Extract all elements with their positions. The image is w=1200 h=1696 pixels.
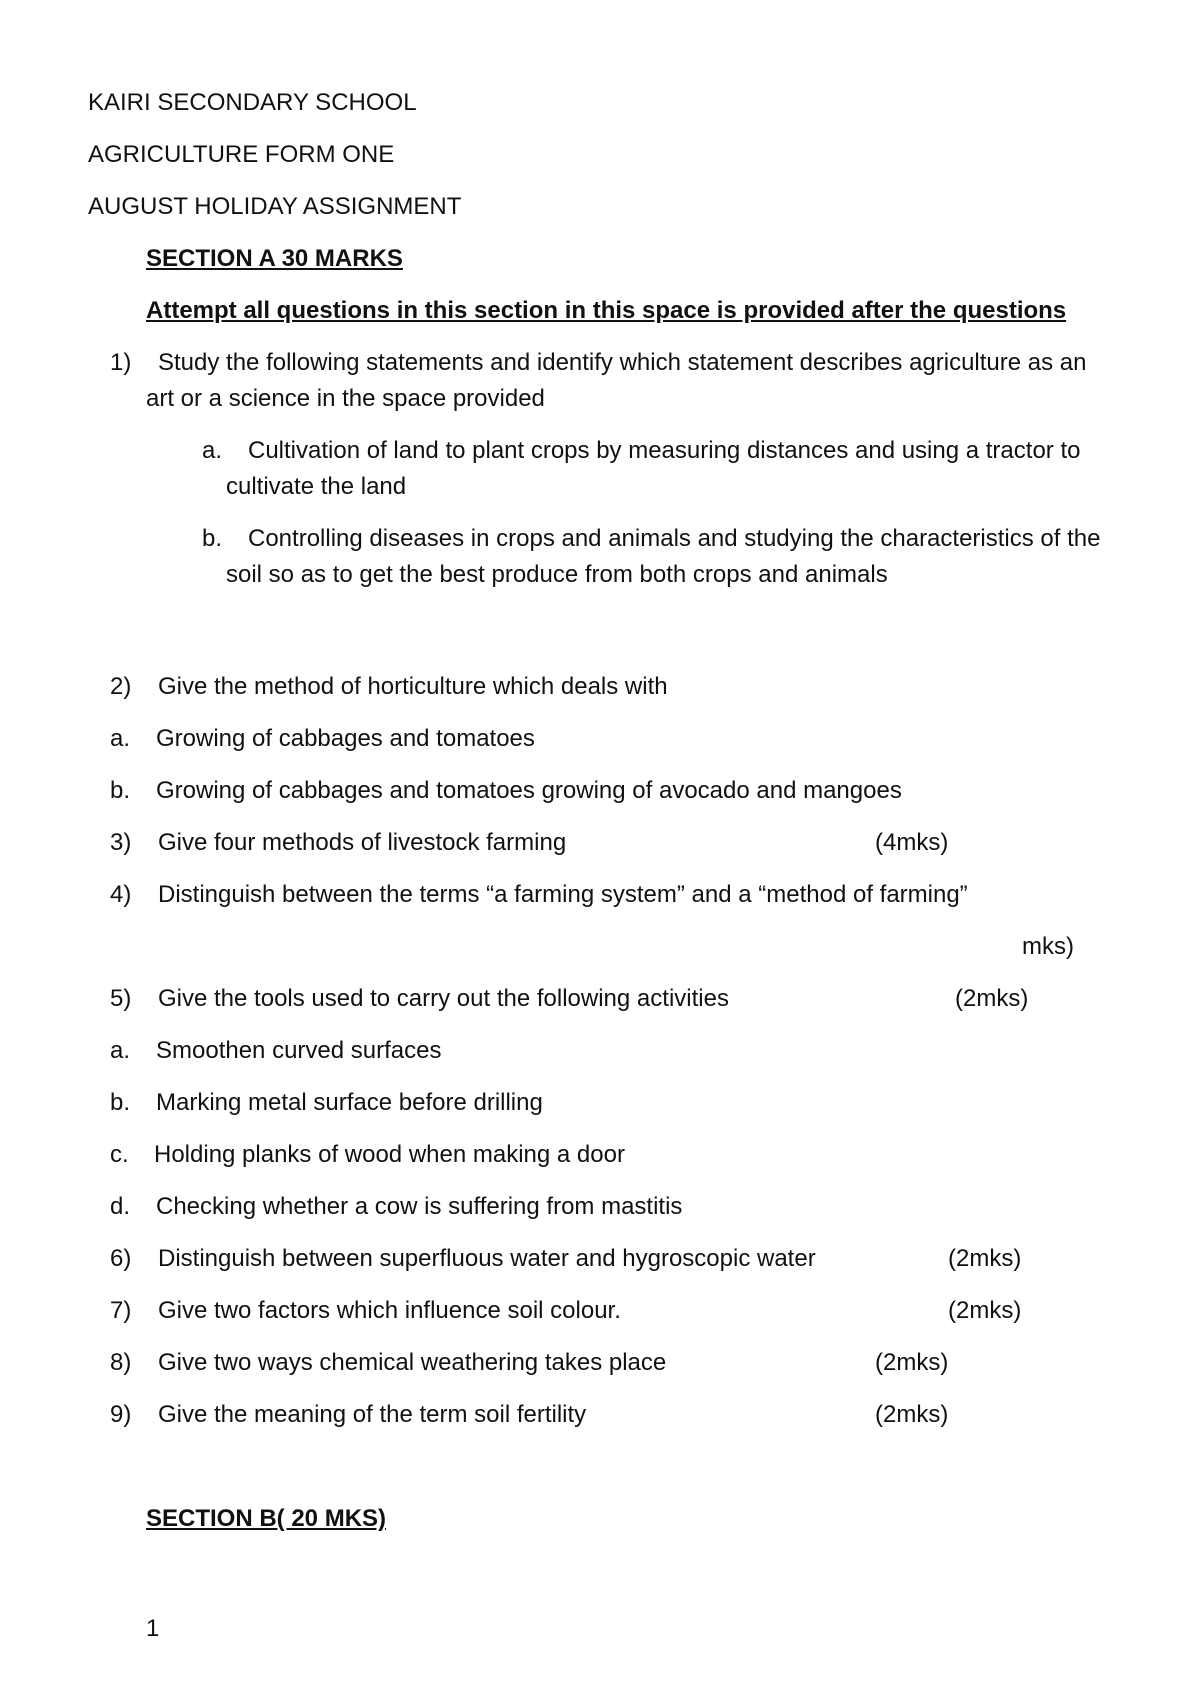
q2-a-label: a.: [110, 725, 131, 752]
section-a-instruction: Attempt all questions in this section in this space is provided after the questions: [146, 297, 1067, 324]
section-b-title: SECTION B( 20 MKS): [146, 1505, 387, 1532]
q4-marks: mks): [1022, 933, 1074, 960]
q2-text: Give the method of horticulture which deals with: [158, 673, 668, 700]
q6-marks: (2mks): [948, 1245, 1022, 1272]
q5-a-text: Smoothen curved surfaces: [156, 1037, 442, 1064]
q8-number: 8): [110, 1349, 132, 1376]
page-number: 1: [146, 1615, 160, 1642]
q1-b-label: b.: [202, 525, 223, 552]
q2-b-text: Growing of cabbages and tomatoes growing of avocado and mangoes: [156, 777, 902, 804]
q5-d-text: Checking whether a cow is suffering from mastitis: [156, 1193, 683, 1220]
q3-text: Give four methods of livestock farming: [158, 829, 567, 856]
q8-marks: (2mks): [875, 1349, 949, 1376]
q5-number: 5): [110, 985, 132, 1012]
assignment-title: AUGUST HOLIDAY ASSIGNMENT: [88, 193, 462, 220]
q5-text: Give the tools used to carry out the following activities: [158, 985, 729, 1012]
q5-b-label: b.: [110, 1089, 131, 1116]
q5-d-label: d.: [110, 1193, 131, 1220]
q1-b-line1: Controlling diseases in crops and animals and studying the characteristics of the: [248, 525, 1101, 552]
q8-text: Give two ways chemical weathering takes place: [158, 1349, 667, 1376]
q1-text-line1: Study the following statements and identify which statement describes agriculture as an: [158, 349, 1087, 376]
subject-title: AGRICULTURE FORM ONE: [88, 141, 395, 168]
q9-marks: (2mks): [875, 1401, 949, 1428]
q2-a-text: Growing of cabbages and tomatoes: [156, 725, 535, 752]
q6-number: 6): [110, 1245, 132, 1272]
q7-marks: (2mks): [948, 1297, 1022, 1324]
q7-number: 7): [110, 1297, 132, 1324]
q1-a-label: a.: [202, 437, 223, 464]
q3-marks: (4mks): [875, 829, 949, 856]
q5-c-label: c.: [110, 1141, 129, 1168]
q4-text: Distinguish between the terms “a farming system” and a “method of farming”: [158, 881, 968, 908]
q3-number: 3): [110, 829, 132, 856]
q1-b-line2: soil so as to get the best produce from both crops and animals: [226, 561, 888, 588]
q9-number: 9): [110, 1401, 132, 1428]
q5-a-label: a.: [110, 1037, 131, 1064]
q6-text: Distinguish between superfluous water and hygroscopic water: [158, 1245, 816, 1272]
q4-number: 4): [110, 881, 132, 908]
school-name: KAIRI SECONDARY SCHOOL: [88, 89, 417, 116]
q9-text: Give the meaning of the term soil fertility: [158, 1401, 587, 1428]
q2-number: 2): [110, 673, 132, 700]
q1-number: 1): [110, 349, 132, 376]
q1-a-line2: cultivate the land: [226, 473, 407, 500]
q1-a-line1: Cultivation of land to plant crops by measuring distances and using a tractor to: [248, 437, 1081, 464]
q5-marks: (2mks): [955, 985, 1029, 1012]
q7-text: Give two factors which influence soil colour.: [158, 1297, 621, 1324]
q2-b-label: b.: [110, 777, 131, 804]
q1-text-line2: art or a science in the space provided: [146, 385, 545, 412]
q5-c-text: Holding planks of wood when making a door: [154, 1141, 625, 1168]
section-a-title: SECTION A 30 MARKS: [146, 245, 403, 272]
q5-b-text: Marking metal surface before drilling: [156, 1089, 543, 1116]
